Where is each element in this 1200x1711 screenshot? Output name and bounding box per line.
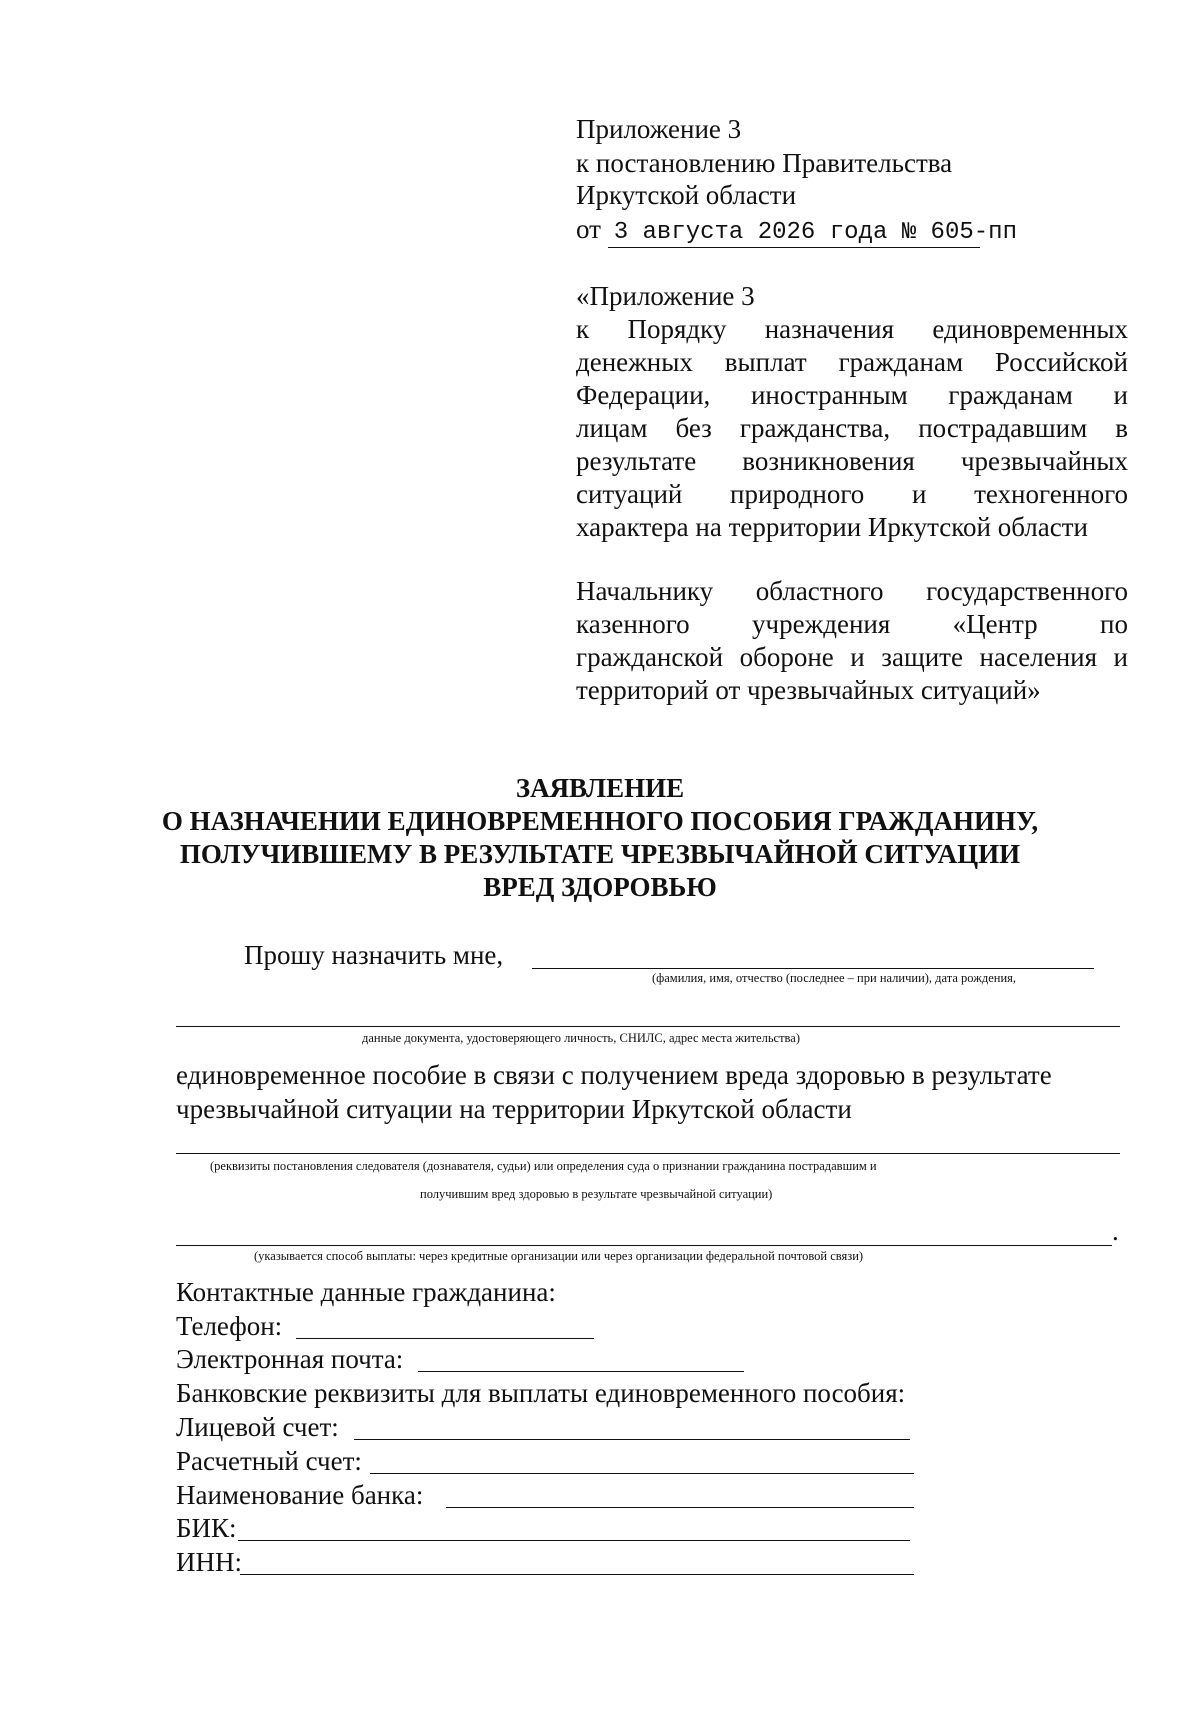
document-title — [0, 772, 1200, 904]
contacts-heading: Контактные данные гражданина: — [176, 1277, 556, 1307]
caption-payment-method: (указывается способ выплаты: через кредитные организации или через организации федеральной почтовой связи) — [254, 1249, 864, 1263]
bank-heading: Банковские реквизиты для выплаты единовременного пособия: — [176, 1378, 906, 1408]
request-text-line-1: единовременное пособие в связи с получением вреда здоровью в результате — [176, 1060, 1052, 1090]
email-field-line[interactable] — [418, 1371, 744, 1372]
region-label: Иркутской области — [576, 180, 797, 210]
appendix-line: Федерации, иностранным гражданам и — [576, 380, 1128, 410]
inn-label: ИНН: — [176, 1547, 242, 1577]
appendix-label: Приложение 3 — [576, 114, 742, 144]
bik-label: БИК: — [176, 1513, 237, 1543]
payment-method-field-line[interactable] — [176, 1245, 1112, 1246]
addressee-line: Начальнику областного государственного — [576, 576, 1128, 606]
resolution-label: к постановлению Правительства — [576, 148, 953, 178]
email-label: Электронная почта: — [176, 1344, 404, 1374]
appendix-block — [576, 280, 1128, 544]
bank-name-label: Наименование банка: — [176, 1480, 424, 1510]
personal-account-field-line[interactable] — [354, 1439, 910, 1440]
identity-field-line[interactable] — [176, 1026, 1120, 1027]
personal-account-label: Лицевой счет: — [176, 1412, 339, 1442]
bik-field-line[interactable] — [238, 1540, 910, 1541]
appendix-line: ситуаций природного и техногенного — [576, 479, 1128, 509]
caption-identity: данные документа, удостоверяющего личность, СНИЛС, адрес места жительства) — [362, 1031, 800, 1045]
addressee-line: гражданской обороне и защите населения и — [576, 642, 1128, 672]
appendix-line: «Приложение 3 — [576, 281, 755, 311]
settlement-account-field-line[interactable] — [370, 1473, 914, 1474]
phone-field-line[interactable] — [296, 1338, 594, 1339]
appendix-line: к Порядку назначения единовременных — [576, 314, 1128, 344]
settlement-account-label: Расчетный счет: — [176, 1446, 362, 1476]
appendix-line: результате возникновения чрезвычайных — [576, 446, 1128, 476]
appendix-line: денежных выплат гражданам Российской — [576, 347, 1128, 377]
request-intro: Прошу назначить мне, — [244, 940, 504, 970]
phone-label: Телефон: — [176, 1311, 283, 1341]
addressee-line: казенного учреждения «Центр по — [576, 609, 1128, 639]
payment-period: . — [1112, 1216, 1119, 1246]
title-line: ЗАЯВЛЕНИЕ — [515, 773, 685, 803]
date-prefix: от — [576, 214, 601, 244]
date-underline — [608, 247, 980, 248]
title-line: О НАЗНАЧЕНИИ ЕДИНОВРЕМЕННОГО ПОСОБИЯ ГРАЖДАНИНУ, — [161, 806, 1039, 836]
appendix-line: лицам без гражданства, пострадавшим в — [576, 413, 1128, 443]
request-text-line-2: чрезвычайной ситуации на территории Иркутской области — [176, 1094, 852, 1124]
title-line: ПОЛУЧИВШЕМУ В РЕЗУЛЬТАТЕ ЧРЕЗВЫЧАЙНОЙ СИТУАЦИИ — [179, 839, 1021, 869]
caption-resolution-details-2: получившим вред здоровью в результате чрезвычайной ситуации) — [420, 1187, 773, 1201]
addressee-line: территорий от чрезвычайных ситуаций» — [576, 675, 1041, 705]
caption-resolution-details: (реквизиты постановления следователя (дознавателя, судьи) или определения суда о признании гражданина пострадавшим и — [210, 1159, 877, 1173]
addressee-block — [576, 575, 1128, 707]
appendix-line: характера на территории Иркутской области — [576, 512, 1088, 542]
resolution-details-field-line[interactable] — [176, 1153, 1120, 1154]
fullname-field-line[interactable] — [532, 968, 1094, 969]
inn-field-line[interactable] — [240, 1574, 914, 1575]
caption-fullname: (фамилия, имя, отчество (последнее – при наличии), дата рождения, — [652, 971, 1017, 985]
resolution-date — [576, 212, 1017, 250]
bank-name-field-line[interactable] — [446, 1507, 914, 1508]
title-line: ВРЕД ЗДОРОВЬЮ — [483, 872, 717, 902]
date-value: 3 августа 2026 года № 605-пп — [613, 219, 1017, 246]
